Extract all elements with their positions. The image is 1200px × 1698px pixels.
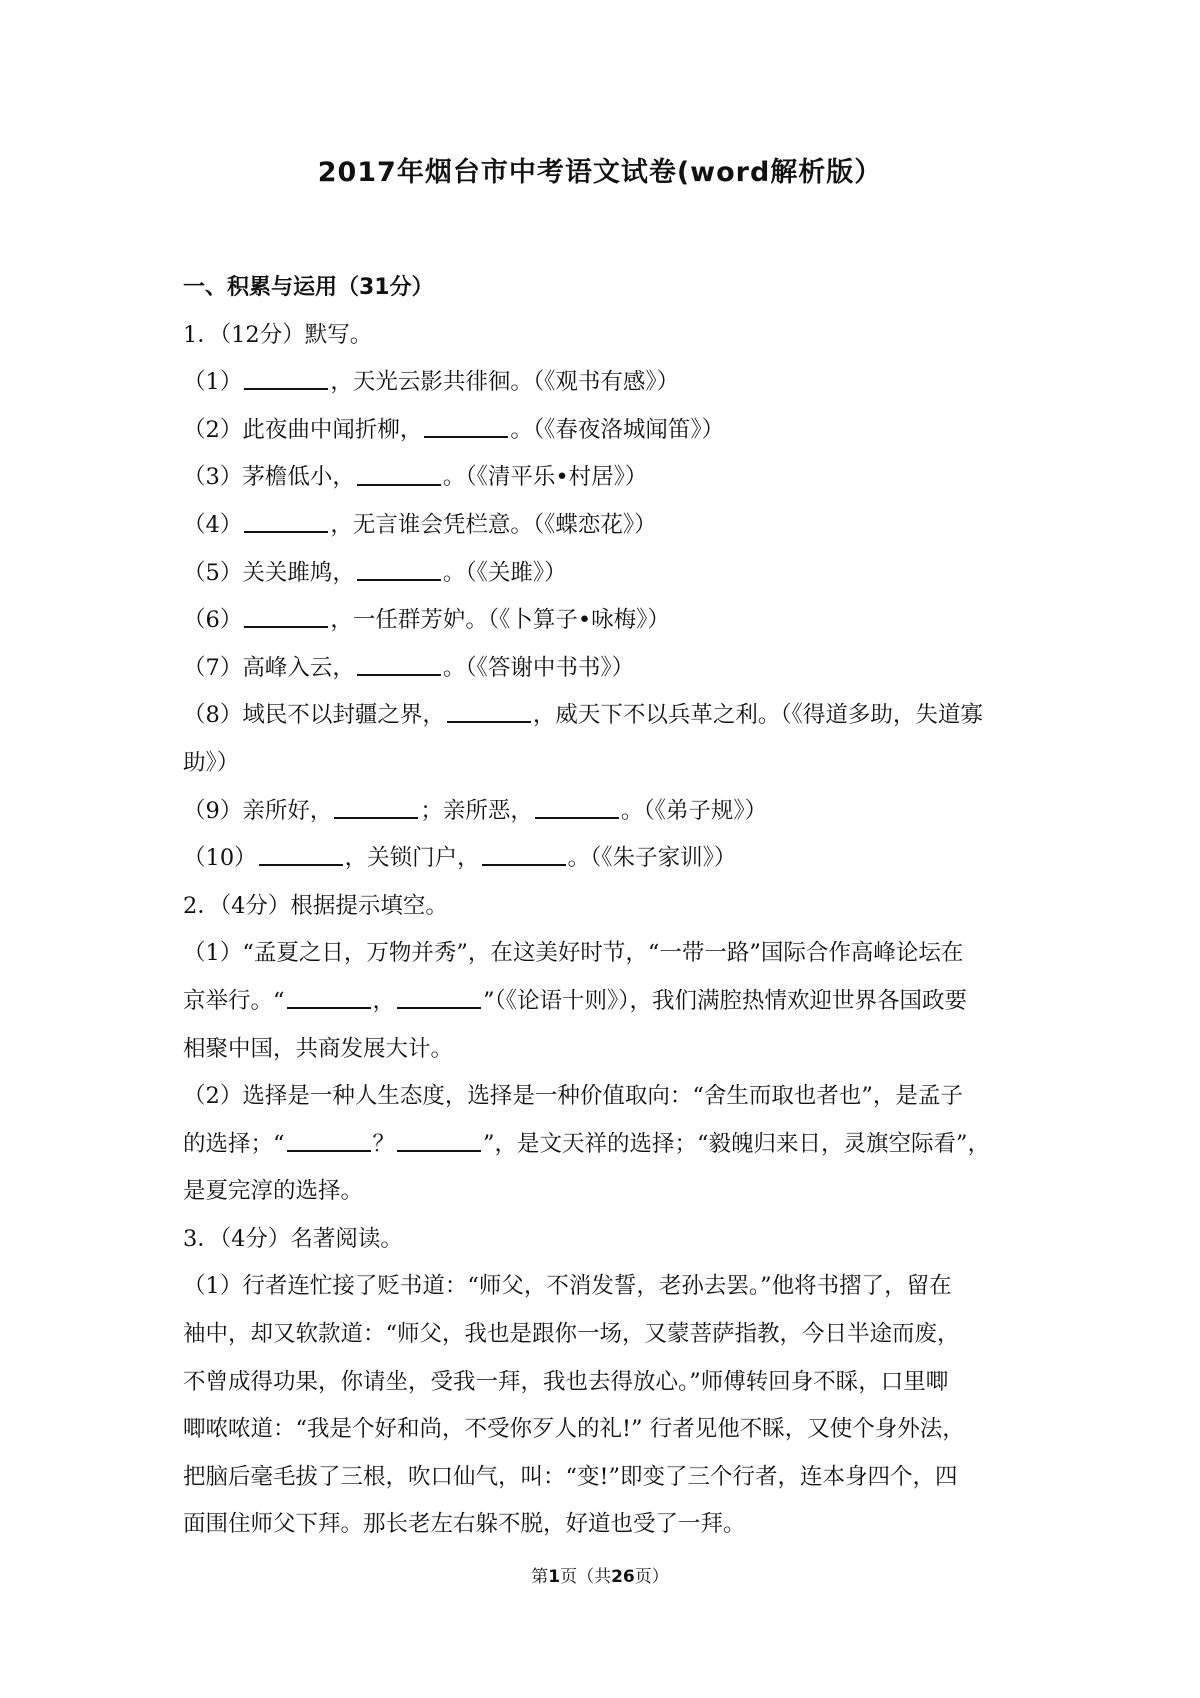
item-text: 。（《弟子规》）	[620, 797, 768, 824]
item-text: 京举行。“	[183, 987, 285, 1014]
page-number: 1	[548, 1567, 561, 1587]
footer-text: 页（共	[560, 1567, 612, 1587]
item-text: ”（《论语十则》），我们满腔热情欢迎世界各国政要	[483, 987, 968, 1014]
q1-item-4	[183, 502, 1033, 550]
total-pages: 26	[611, 1567, 635, 1587]
answer-blank[interactable]	[357, 650, 441, 676]
q1-item-8	[183, 692, 1033, 740]
item-text: 的选择；“	[183, 1130, 285, 1157]
item-number: （5）	[183, 559, 243, 586]
q3-passage-line: （1）行者连忙接了贬书道：“师父，不消发誓，老孙去罢。”他将书摺了，留在	[183, 1273, 952, 1300]
answer-blank[interactable]	[287, 1126, 371, 1152]
answer-blank[interactable]	[244, 603, 328, 629]
answer-blank[interactable]	[397, 983, 481, 1009]
item-text: 关关雎鸠，	[242, 559, 355, 586]
item-number: （1）	[183, 369, 243, 396]
exam-content	[183, 264, 1033, 1549]
q2-part-1-line-3: 相聚中国，共商发展大计。	[183, 1035, 454, 1062]
item-text: ，	[372, 987, 396, 1014]
question-2-heading: 2．（4分）根据提示填空。	[183, 892, 448, 919]
q3-passage-line: 把脑后毫毛拔了三根，吹口仙气，叫：“变!”即变了三个行者，连本身四个，四	[183, 1463, 958, 1490]
answer-blank[interactable]	[357, 460, 441, 486]
page-title: 2017年烟台市中考语文试卷(word解析版）	[317, 157, 883, 188]
item-text: 域民不以封疆之界，	[242, 702, 445, 729]
q3-passage-line: 不曾成得功果，你请坐，受我一拜，我也去得放心。”师傅转回身不睬，口里唧	[183, 1368, 949, 1395]
q1-item-6	[183, 597, 1033, 645]
item-number: （4）	[183, 511, 243, 538]
answer-blank[interactable]	[334, 793, 418, 819]
item-text: ？	[372, 1130, 396, 1157]
answer-blank[interactable]	[259, 841, 343, 867]
item-text: 。（《朱子家训》）	[567, 845, 737, 872]
item-text: ，一任群芳妒。（《卜算子•咏梅》）	[330, 607, 670, 634]
item-text: ；亲所恶，	[420, 797, 533, 824]
q2-part-2-line-3: 是夏完淳的选择。	[183, 1178, 364, 1205]
item-text: 亲所好，	[242, 797, 333, 824]
item-text: 。（《清平乐•村居》）	[442, 464, 648, 491]
footer-text: 第	[531, 1567, 549, 1587]
q1-item-8-continued: 助》）	[183, 749, 240, 776]
item-text: ，无言谁会凭栏意。（《蝶恋花》）	[330, 511, 657, 538]
item-number: （8）	[183, 702, 243, 729]
q3-passage-line: 面围住师父下拜。那长老左右躲不脱，好道也受了一拜。	[183, 1511, 746, 1538]
item-number: （9）	[183, 797, 243, 824]
q3-passage-line: 唧哝哝道：“我是个好和尚，不受你歹人的礼!” 行者见他不睬，又使个身外法，	[183, 1416, 965, 1443]
page-footer	[0, 1562, 1200, 1587]
answer-blank[interactable]	[244, 507, 328, 533]
q1-item-10	[183, 835, 1033, 883]
q1-item-1	[183, 359, 1033, 407]
item-text: ，威天下不以兵革之利。（《得道多助，失道寡	[532, 702, 983, 729]
item-text: 高峰入云，	[242, 654, 355, 681]
item-number: （6）	[183, 607, 243, 634]
section-heading: 一、积累与运用（31分）	[183, 275, 434, 300]
item-number: （2）	[183, 416, 243, 443]
item-text: 。（《春夜洛城闻笛》）	[510, 416, 725, 443]
q1-item-3	[183, 454, 1033, 502]
item-text: ，天光云影共徘徊。（《观书有感》）	[330, 369, 680, 396]
q2-part-1-line-1: （1）“孟夏之日，万物并秀”，在这美好时节，“一带一路”国际合作高峰论坛在	[183, 940, 964, 967]
q2-part-1-line-2	[183, 978, 1033, 1026]
q1-item-2	[183, 407, 1033, 455]
item-text: 茅檐低小，	[242, 464, 355, 491]
q1-item-9	[183, 788, 1033, 836]
q2-part-2-line-1: （2）选择是一种人生态度，选择是一种价值取向：“舍生而取也者也”，是孟子	[183, 1083, 963, 1110]
item-number: （10）	[183, 845, 257, 872]
answer-blank[interactable]	[244, 365, 328, 391]
answer-blank[interactable]	[357, 555, 441, 581]
q1-item-7	[183, 645, 1033, 693]
q2-part-2-line-2	[183, 1121, 1033, 1169]
item-text: ”，是文天祥的选择；“毅魄归来日，灵旗空际看”，	[483, 1130, 991, 1157]
answer-blank[interactable]	[397, 1126, 481, 1152]
item-text: ，关锁门户，	[344, 845, 480, 872]
footer-text: 页）	[634, 1567, 669, 1587]
q1-item-5	[183, 550, 1033, 598]
answer-blank[interactable]	[535, 793, 619, 819]
answer-blank[interactable]	[424, 412, 508, 438]
answer-blank[interactable]	[447, 698, 531, 724]
item-text: 此夜曲中闻折柳，	[242, 416, 423, 443]
answer-blank[interactable]	[482, 841, 566, 867]
item-text: 。（《答谢中书书》）	[442, 654, 635, 681]
answer-blank[interactable]	[287, 983, 371, 1009]
question-3-heading: 3．（4分）名著阅读。	[183, 1225, 403, 1252]
q3-passage-line: 袖中，却又软款道：“师父，我也是跟你一场，又蒙菩萨指教，今日半途而废，	[183, 1321, 960, 1348]
item-number: （7）	[183, 654, 243, 681]
item-number: （3）	[183, 464, 243, 491]
item-text: 。（《关雎》）	[442, 559, 567, 586]
question-1-heading: 1．（12分）默写。	[183, 321, 373, 348]
